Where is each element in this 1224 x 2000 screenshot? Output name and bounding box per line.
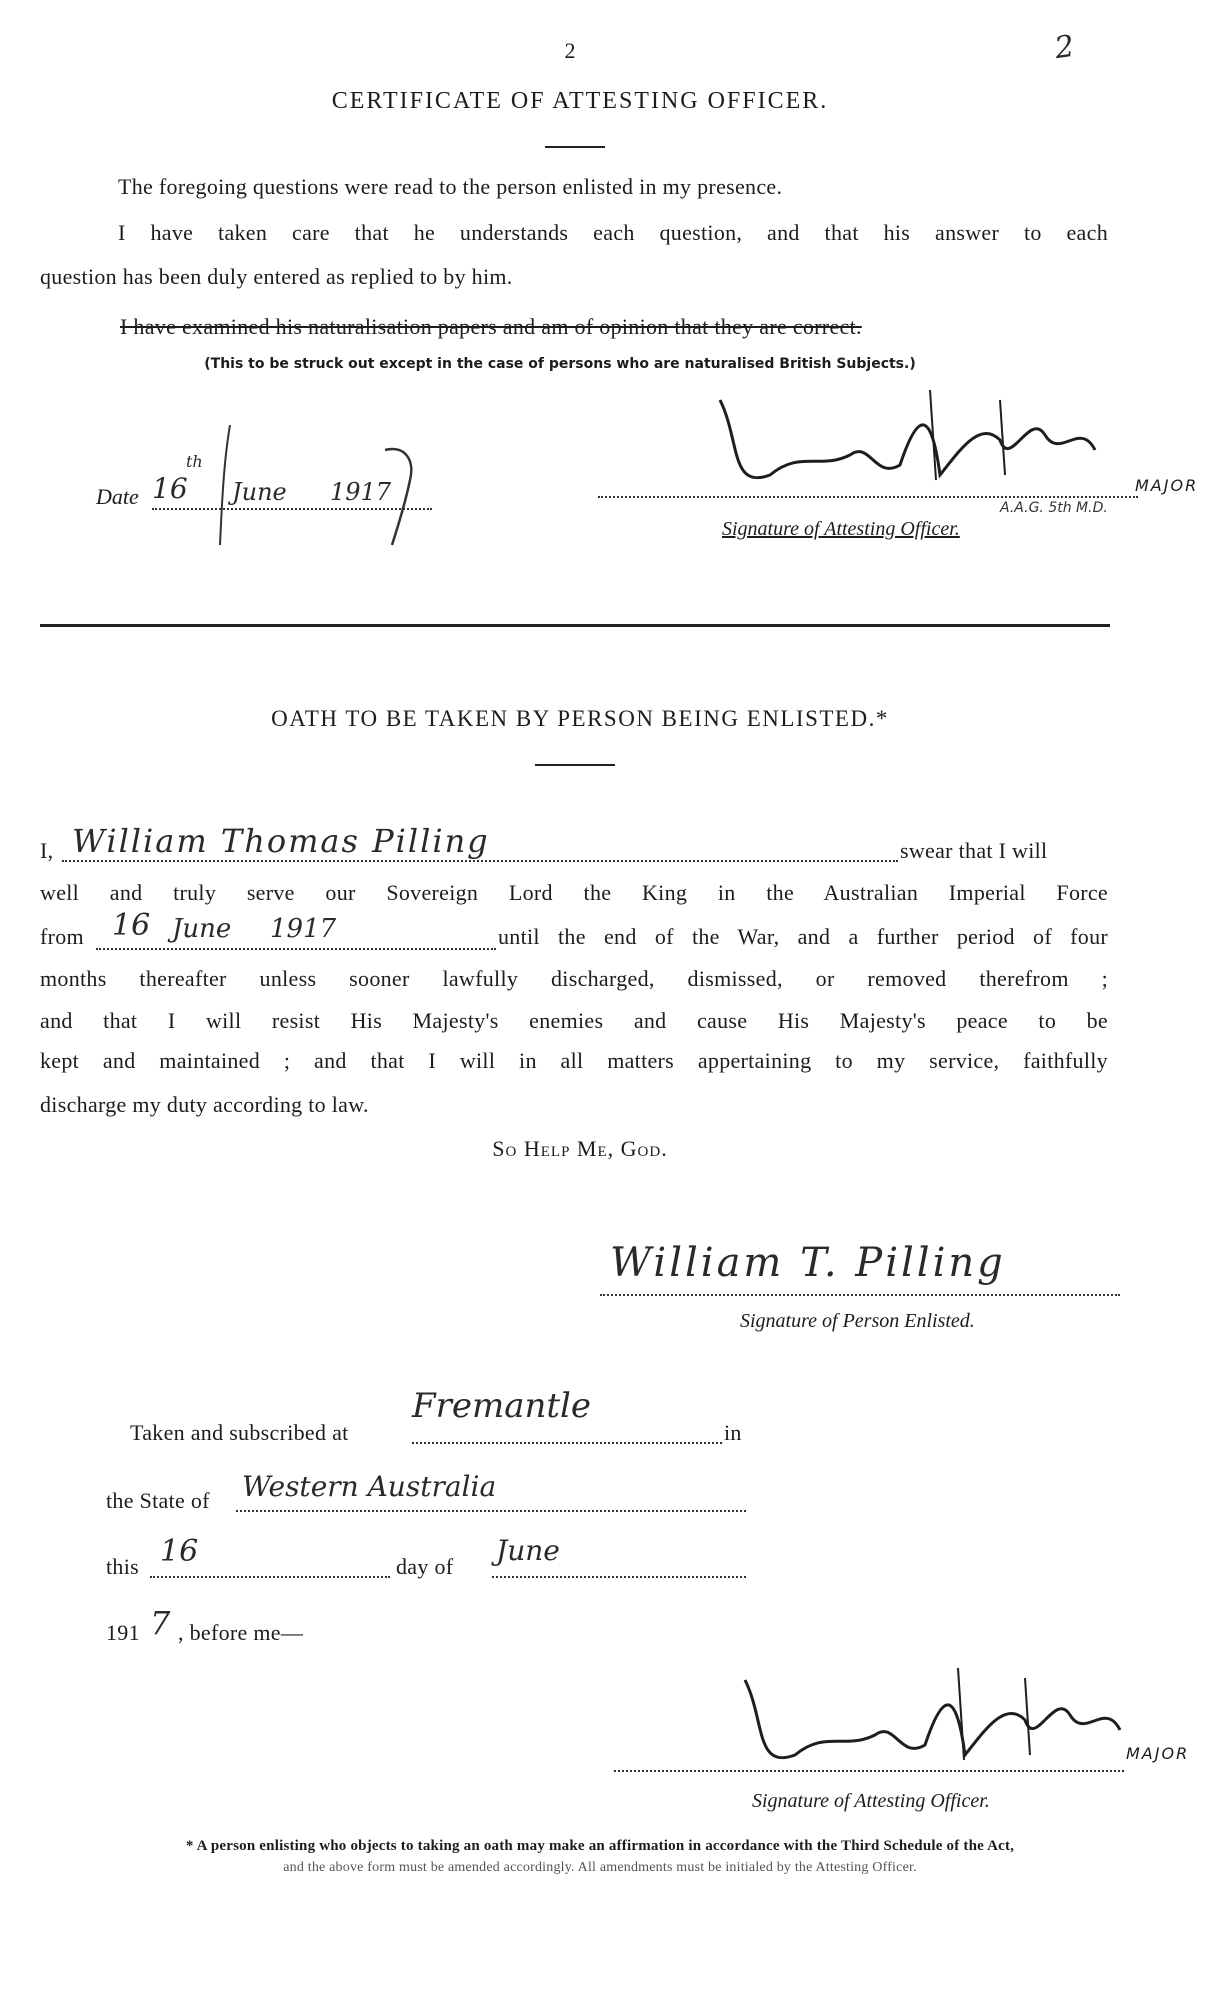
oath-from-month: June xyxy=(172,914,232,944)
certificate-line-1: The foregoing questions were read to the person enlisted in my presence. xyxy=(118,174,783,199)
subscribed-day: 16 xyxy=(160,1534,199,1569)
page-number: 2 xyxy=(564,38,576,63)
oath-line-5: and that I will resist His Majesty's enemies and cause His Majesty's peace to be xyxy=(40,1008,1108,1033)
taken-subscribed-label: Taken and subscribed at xyxy=(130,1420,349,1445)
this-label: this xyxy=(106,1554,139,1579)
oath-from-dotted-line xyxy=(96,944,496,950)
enlistee-signature-line xyxy=(600,1290,1120,1296)
officer-signature-mark xyxy=(700,380,1120,500)
day-of-label: day of xyxy=(396,1554,454,1579)
state-label: the State of xyxy=(106,1488,210,1513)
strike-out-note: (This to be struck out except in the case of persons who are naturalised British Subjects.) xyxy=(204,356,916,372)
subscribed-place: Fremantle xyxy=(412,1386,592,1426)
subscribed-month: June xyxy=(496,1534,560,1567)
enlistee-signature: William T. Pilling xyxy=(610,1240,1006,1286)
year-prefix: 191 xyxy=(106,1620,140,1645)
oath-line-3-end: until the end of the War, and a further period of four xyxy=(498,924,1108,949)
certificate-line-3: question has been duly entered as replied to by him. xyxy=(40,264,513,289)
oath-closing: So Help Me, God. xyxy=(492,1136,668,1161)
certificate-line-2: I have taken care that he understands each question, and that his answer to each xyxy=(118,220,1108,245)
state-dotted-line xyxy=(236,1506,746,1512)
officer-stamp: A.A.G. 5th M.D. xyxy=(1000,500,1108,516)
place-dotted-line xyxy=(412,1438,722,1444)
footnote-line-1: * A person enlisting who objects to taking an oath may make an affirmation in accordance with the Third Schedule of the Act, xyxy=(185,1838,1015,1854)
oath-from-day: 16 xyxy=(112,908,151,943)
officer-signature-label-bottom: Signature of Attesting Officer. xyxy=(752,1790,990,1812)
oath-line-4: months thereafter unless sooner lawfully discharged, dismissed, or removed therefrom ; xyxy=(40,966,1108,991)
oath-line-6: kept and maintained ; and that I will in all matters appertaining to my service, faithfully xyxy=(40,1048,1108,1073)
officer-rank-bottom: MAJOR xyxy=(1126,1744,1190,1763)
naturalisation-line-struck: I have examined his naturalisation papers and am of opinion that they are correct. xyxy=(120,314,862,339)
date-month: June xyxy=(232,478,287,506)
year-digit: 7 xyxy=(150,1604,171,1642)
in-label: in xyxy=(724,1420,742,1445)
officer-rank-top: MAJOR xyxy=(1135,476,1199,495)
month-dotted-line xyxy=(492,1572,746,1578)
section-divider xyxy=(40,624,1110,627)
date-day-suffix: th xyxy=(186,452,203,471)
corner-mark: 2 xyxy=(1052,28,1077,67)
oath-from-label: from xyxy=(40,924,84,949)
subscribed-state: Western Australia xyxy=(242,1470,497,1503)
date-pen-stroke xyxy=(210,420,250,550)
before-me: , before me— xyxy=(178,1620,304,1645)
oath-name: William Thomas Pilling xyxy=(72,822,490,860)
date-year-stroke xyxy=(380,440,420,550)
date-label: Date xyxy=(96,484,139,509)
date-day: 16 xyxy=(152,472,188,505)
oath-pronoun: I, xyxy=(40,838,54,863)
oath-title-divider xyxy=(535,764,615,766)
oath-line-2: well and truly serve our Sovereign Lord the King in the Australian Imperial Force xyxy=(40,880,1108,905)
officer-signature-label-top: Signature of Attesting Officer. xyxy=(722,518,960,540)
certificate-title: CERTIFICATE OF ATTESTING OFFICER. xyxy=(331,88,829,114)
day-dotted-line xyxy=(150,1572,390,1578)
oath-line-7: discharge my duty according to law. xyxy=(40,1092,369,1117)
officer-signature-line-bottom xyxy=(614,1766,1124,1772)
officer-signature-mark-bottom xyxy=(730,1660,1170,1780)
oath-line-1-end: swear that I will xyxy=(900,838,1048,863)
title-divider xyxy=(545,146,605,148)
date-year: 1917 xyxy=(330,478,392,506)
footnote-line-2: and the above form must be amended accordingly. All amendments must be initialed by the Attesting Officer. xyxy=(283,1860,917,1875)
oath-title: OATH TO BE TAKEN BY PERSON BEING ENLISTED.* xyxy=(271,706,889,731)
enlistee-signature-label: Signature of Person Enlisted. xyxy=(740,1310,975,1332)
oath-from-year: 1917 xyxy=(270,914,337,944)
